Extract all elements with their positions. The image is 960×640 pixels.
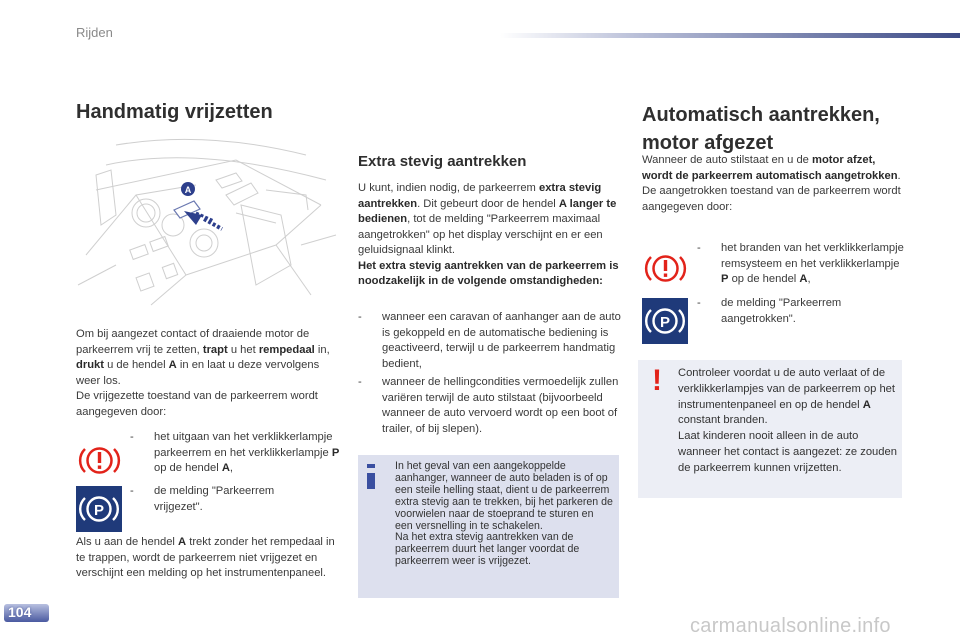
warning-exclamation-icon: ! [652,364,662,397]
running-header: Rijden [76,25,113,40]
warning-text-2: Laat kinderen nooit alleen in de auto wanneer het contact is aangezet: ze zouden de parkeerrem kunnen vrijzetten. [678,430,897,474]
parking-brake-icon [642,298,688,344]
lever-without-pedal-paragraph: Als u aan de hendel A trekt zonder het rempedaal in te trappen, wordt de parkeerrem niet vrijgezet en verschijnt een melding op het instrumentenpaneel. [76,536,335,579]
console-drawing [76,135,338,318]
info-note-text-1: In het geval van een aangekoppelde aanhanger, wanneer de auto beladen is of op een steile helling staat, dient u de parkeerrem extra stevig aan te trekken, bij het parkeren de voorwielen naar de stoeprand te sturen en een versnelling in te schakelen. [395,460,613,532]
header-bar [500,33,960,38]
info-note-text-2: Na het extra stevig aantrekken van de parkeerrem duurt het langer voordat de parkeerrem weer is vrijgezet. [395,531,580,568]
parking-brake-icon [76,486,122,532]
svg-text:P: P [659,314,671,331]
extra-tight-paragraph: U kunt, indien nodig, de parkeerrem extra stevig aantrekken. Dit gebeurt door de hendel A langer te bedienen, tot de melding "Parkeerrem maximaal aangetrokken" op het display verschijnt en er een geluidsignaal klinkt. Het extra stevig aantrekken van de parkeerrem is noodzakelijk in de volgende omstandigheden: [358,182,619,287]
automatic-apply-paragraph: Wanneer de auto stilstaat en u de motor afzet, wordt de parkeerrem automatisch aangetrokken. De aangetrokken toestand van de parkeerrem wordt aangegeven door: [642,154,901,213]
brake-warning-icon [76,437,123,484]
section-title-manual-release: Handmatig vrijzetten [76,101,273,123]
warning-note-box [638,360,902,498]
section-title-automatic-apply: Automatisch aantrekken, motor afgezet [642,104,880,154]
manual-release-paragraph: Om bij aangezet contact of draaiende motor de parkeerrem vrij te zetten, trapt u het rempedaal in, drukt u de hendel A in en laat u deze vervolgens weer los. De vrijgezette toestand van de parkeerrem wordt aangegeven door: [76,328,330,418]
warning-text-1: Controleer voordat u de auto verlaat of de verklikkerlampjes van de parkeerrem op het instrumentenpaneel en op de hendel A constant branden. [678,367,896,427]
section-title-extra-tight: Extra stevig aantrekken [358,153,527,170]
info-note-box [358,455,619,598]
figure-label-a: A [184,185,192,195]
page-number: 104 [8,604,32,620]
brake-warning-icon [642,245,689,292]
watermark: carmanualsonline.info [690,615,891,637]
dashboard-illustration [76,135,338,318]
svg-text:P: P [93,502,105,519]
